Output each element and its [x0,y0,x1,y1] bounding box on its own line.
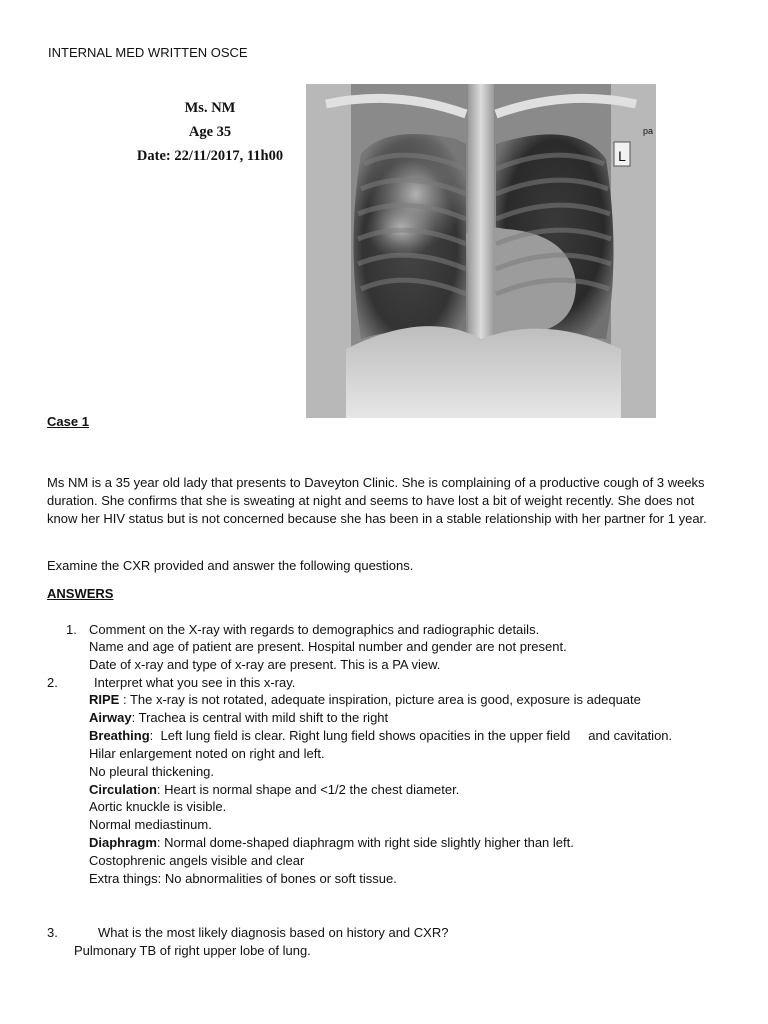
case-text: Ms NM is a 35 year old lady that presents to Daveyton Clinic. She is complaining of a productive cough of 3 weeks duration. She confirms that she is sweating at night and seems to have lost a bit of weight recently. She does not know her HIV status but is not concerned because she has been in a stable relationship with her partner for 1 year. [47,475,707,526]
q2-hilar: Hilar enlargement noted on right and left. [89,746,325,761]
case-title: Case 1 [47,414,89,429]
q2-number: 2. [47,675,58,690]
q2-aortic: Aortic knuckle is visible. [89,799,227,814]
q3-number: 3. [47,925,58,940]
q2-question: Interpret what you see in this x-ray. [94,675,296,690]
breathing-label: Breathing [89,728,150,743]
pa-marker: pa [643,126,654,136]
document-header: INTERNAL MED WRITTEN OSCE [48,45,248,60]
diaphragm-text: : Normal dome-shaped diaphragm with right side slightly higher than left. [156,835,574,850]
q2-mediastinum: Normal mediastinum. [89,817,212,832]
patient-age: Age 35 [188,124,232,140]
q2-pleural: No pleural thickening. [89,764,215,779]
q1-answer-1: Name and age of patient are present. Hospital number and gender are not present. [89,639,567,654]
xray-date: Date: 22/11/2017, 11h00 [136,148,284,164]
q1-question: Comment on the X-ray with regards to demographics and radiographic details. [89,622,540,637]
q3-answer: Pulmonary TB of right upper lobe of lung. [74,943,311,958]
patient-name: Ms. NM [184,100,236,116]
airway-label: Airway [89,710,132,725]
q3-question: What is the most likely diagnosis based on history and CXR? [98,925,449,940]
side-marker: L [618,148,626,164]
q2-costophrenic: Costophrenic angels visible and clear [89,853,305,868]
circulation-label: Circulation [89,782,157,797]
breathing-text: : Left lung field is clear. Right lung field shows opacities in the upper field and cavitation. [149,728,673,743]
q2-airway [89,710,388,725]
q2-diaphragm [89,835,574,850]
instructions: Examine the CXR provided and answer the following questions. [47,558,414,573]
ripe-label: RIPE [89,692,120,707]
q2-ripe [89,692,641,707]
circulation-text: : Heart is normal shape and <1/2 the chest diameter. [156,782,460,797]
airway-text: : Trachea is central with mild shift to the right [131,710,389,725]
q1-answer-2: Date of x-ray and type of x-ray are present. This is a PA view. [89,657,441,672]
q1-number: 1. [66,622,77,637]
q2-breathing [89,728,672,743]
diaphragm-label: Diaphragm [89,835,157,850]
q2-extra: Extra things: No abnormalities of bones or soft tissue. [89,871,397,886]
answers-title: ANSWERS [47,586,114,601]
chest-xray-image [306,84,656,418]
ripe-text: : The x-ray is not rotated, adequate inspiration, picture area is good, exposure is adequate [119,692,641,707]
case-description [47,474,727,528]
q2-circulation [89,782,459,797]
